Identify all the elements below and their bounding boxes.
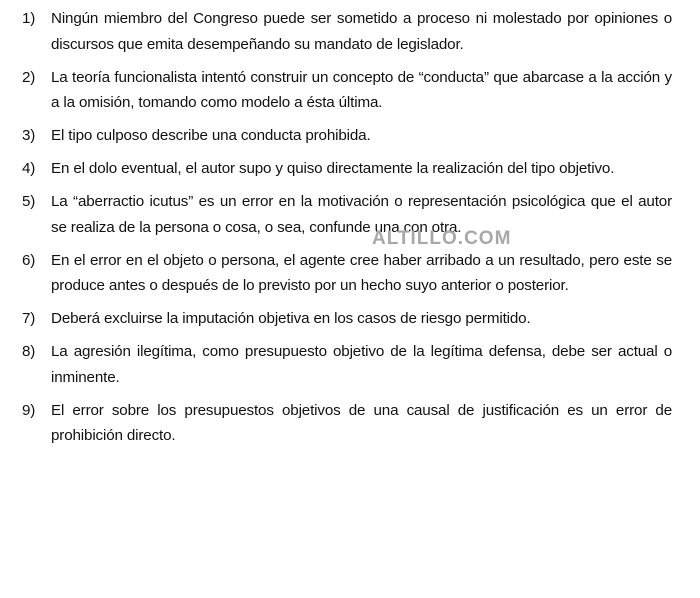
item-number: 1) (22, 10, 36, 27)
item-text: El error sobre los presupuestos objetivos de una causal de justificación es un error de prohibición directo. (51, 401, 672, 445)
item-number: 5) (22, 193, 36, 211)
item-number: 8) (22, 343, 36, 361)
item-text: Ningún miembro del Congreso puede ser sometido a proceso ni molestado por opiniones o discursos que emita desempeñando su mandato de legislador. (51, 10, 672, 53)
item-number: 2) (22, 68, 36, 86)
item-text: La teoría funcionalista intentó construir un concepto de “conducta” que abarcase a la acción y a la omisión, tomando como modelo a ésta última. (51, 68, 672, 112)
item-number: 7) (22, 310, 36, 328)
list-item (22, 398, 672, 449)
item-text: La agresión ilegítima, como presupuesto objetivo de la legítima defensa, debe ser actual o inminente. (51, 343, 672, 386)
item-number: 9) (22, 401, 36, 419)
item-text: En el dolo eventual, el autor supo y quiso directamente la realización del tipo objetivo. (51, 160, 615, 178)
item-text: Deberá excluirse la imputación objetiva en los casos de riesgo permitido. (51, 310, 531, 328)
list-item (22, 6, 672, 57)
list-item (22, 189, 672, 240)
list-item (22, 248, 672, 299)
item-text: En el error en el objeto o persona, el agente cree haber arribado a un resultado, pero este se produce antes o después de lo previsto por un hecho suyo anterior o posterior. (51, 251, 672, 295)
item-text: El tipo culposo describe una conducta prohibida. (51, 127, 371, 145)
list-item (22, 123, 672, 149)
watermark: ALTILLO.COM (372, 228, 512, 249)
item-number: 3) (22, 127, 36, 145)
item-number: 6) (22, 251, 36, 269)
list-item (22, 339, 672, 390)
item-text: La “aberractio icutus” es un error en la motivación o representación psicológica que el autor se realiza de la persona o cosa, o sea, confunde una con otra. (51, 193, 672, 236)
statement-list (22, 6, 672, 456)
list-item (22, 65, 672, 116)
list-item (22, 156, 672, 182)
list-item (22, 306, 672, 332)
item-number: 4) (22, 160, 36, 178)
